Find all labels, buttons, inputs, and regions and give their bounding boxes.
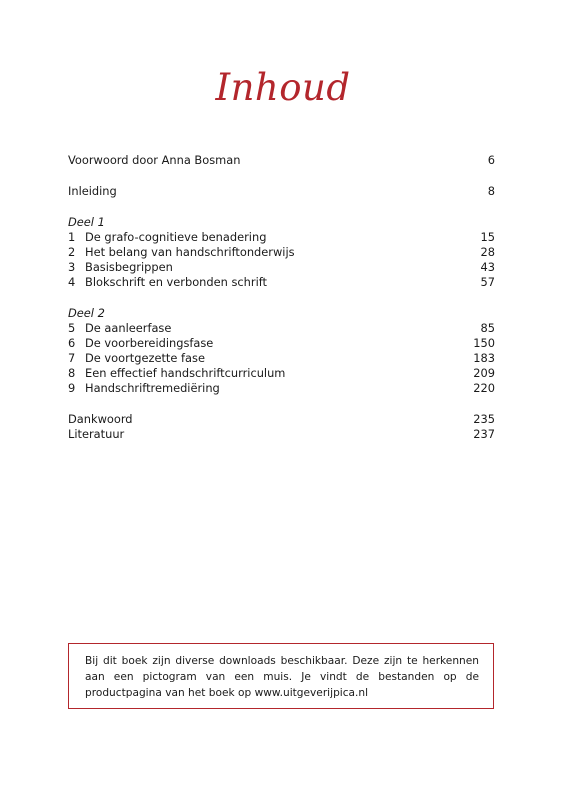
downloads-notice-text: Bij dit boek zijn diverse downloads beschikbaar. Deze zijn te herkennen aan een pictogram van een muis. Je vindt de bestanden op de productpagina van het boek op www.uitgeverijpica.nl bbox=[85, 655, 479, 699]
toc-entry-literatuur bbox=[68, 427, 495, 442]
toc-entry-page: 235 bbox=[473, 412, 495, 426]
toc-entry-inleiding bbox=[68, 184, 495, 199]
chapter-title: Het belang van handschriftonderwijs bbox=[85, 245, 295, 259]
toc-chapter-6 bbox=[68, 336, 495, 351]
chapter-title: De aanleerfase bbox=[85, 321, 172, 335]
toc-entry-label: Literatuur bbox=[68, 427, 125, 441]
toc-entry-label: Voorwoord door Anna Bosman bbox=[68, 153, 241, 167]
toc-chapter-1 bbox=[68, 230, 495, 245]
toc-entry-page: 8 bbox=[487, 184, 495, 198]
page-title: Inhoud bbox=[215, 66, 351, 109]
toc-entry-dankwoord bbox=[68, 412, 495, 427]
chapter-page: 28 bbox=[480, 245, 495, 259]
toc-chapter-3 bbox=[68, 260, 495, 275]
chapter-page: 85 bbox=[480, 321, 495, 335]
chapter-title: Blokschrift en verbonden schrift bbox=[85, 275, 268, 289]
toc-entry-voorwoord bbox=[68, 153, 495, 168]
toc-chapter-5 bbox=[68, 321, 495, 336]
chapter-page: 209 bbox=[473, 366, 495, 380]
chapter-page: 183 bbox=[473, 351, 495, 365]
toc-entry-label: Dankwoord bbox=[68, 412, 133, 426]
toc-chapter-8 bbox=[68, 366, 495, 381]
toc-chapter-7 bbox=[68, 351, 495, 366]
chapter-number: 8 bbox=[68, 366, 76, 380]
part-heading-2: Deel 2 bbox=[68, 306, 105, 320]
chapter-title: De voorbereidingsfase bbox=[85, 336, 214, 350]
chapter-page: 150 bbox=[473, 336, 495, 350]
chapter-number: 5 bbox=[68, 321, 76, 335]
chapter-title: De voortgezette fase bbox=[85, 351, 205, 365]
chapter-page: 57 bbox=[480, 275, 495, 289]
chapter-page: 15 bbox=[480, 230, 495, 244]
chapter-number: 7 bbox=[68, 351, 76, 365]
chapter-number: 2 bbox=[68, 245, 76, 259]
table-of-contents bbox=[68, 153, 495, 442]
chapter-number: 4 bbox=[68, 275, 76, 289]
part-heading-1: Deel 1 bbox=[68, 215, 105, 229]
toc-chapter-4 bbox=[68, 275, 495, 290]
toc-entry-page: 6 bbox=[487, 153, 495, 167]
toc-entry-page: 237 bbox=[473, 427, 495, 441]
chapter-page: 220 bbox=[473, 381, 495, 395]
chapter-title: De grafo-cognitieve benadering bbox=[85, 230, 267, 244]
chapter-title: Een effectief handschriftcurriculum bbox=[85, 366, 286, 380]
chapter-number: 1 bbox=[68, 230, 76, 244]
downloads-notice-box bbox=[68, 643, 494, 709]
toc-chapter-9 bbox=[68, 381, 495, 396]
chapter-page: 43 bbox=[480, 260, 495, 274]
chapter-title: Basisbegrippen bbox=[85, 260, 173, 274]
toc-entry-label: Inleiding bbox=[68, 184, 117, 198]
chapter-number: 9 bbox=[68, 381, 76, 395]
chapter-number: 6 bbox=[68, 336, 76, 350]
chapter-title: Handschriftremediëring bbox=[85, 381, 220, 395]
chapter-number: 3 bbox=[68, 260, 76, 274]
toc-chapter-2 bbox=[68, 245, 495, 260]
